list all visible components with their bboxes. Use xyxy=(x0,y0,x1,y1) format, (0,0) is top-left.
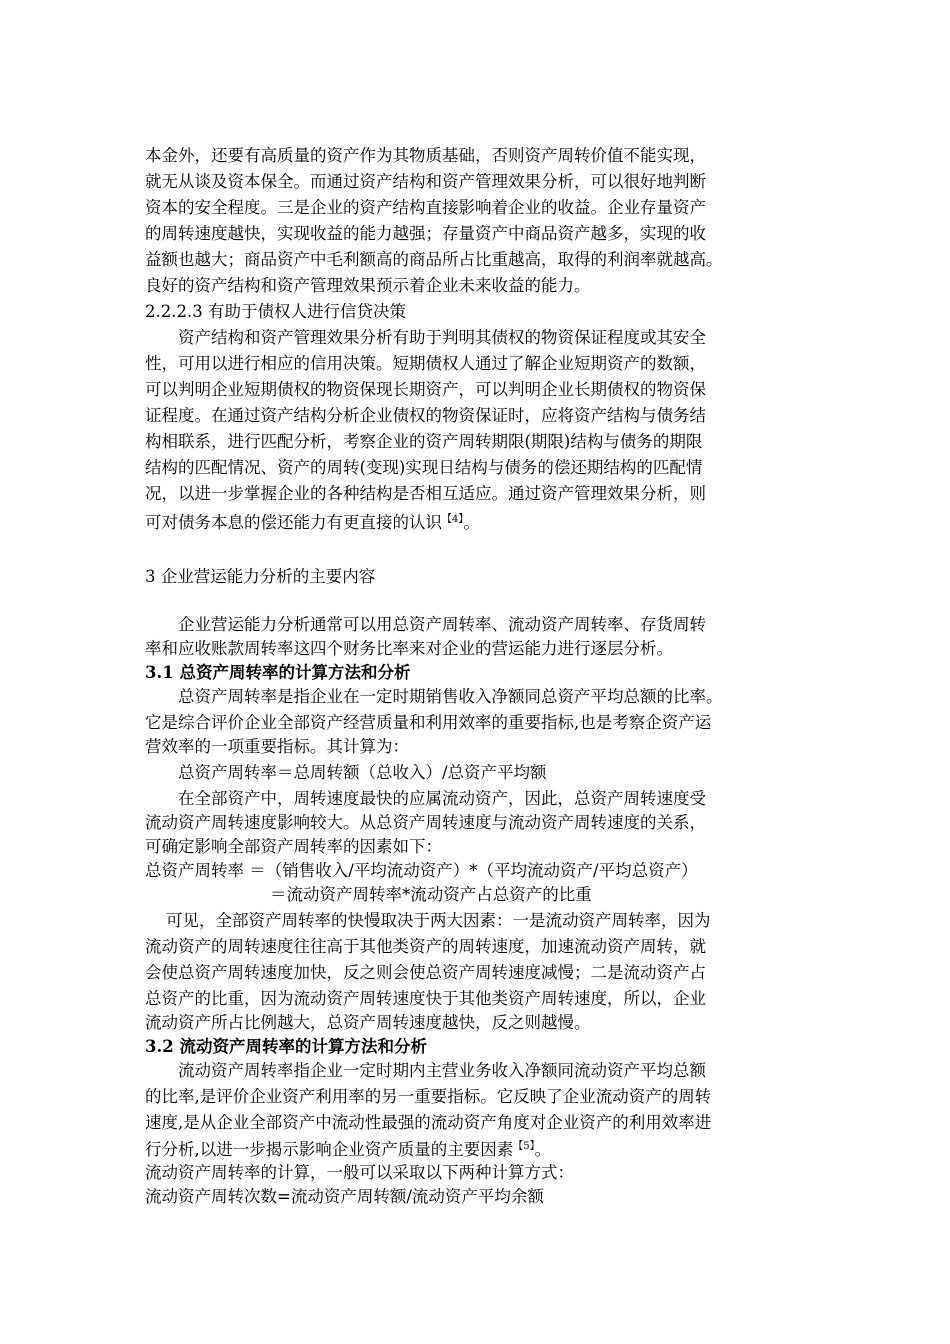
text-line: 的比率,是评价企业资产利用率的另一重要指标。它反映了企业流动资产的周转 xyxy=(145,1087,712,1106)
text-line: 速度,是从企业全部资产中流动性最强的流动资产角度对企业资产的利用效率进 xyxy=(145,1113,712,1132)
text-line: 企业营运能力分析通常可以用总资产周转率、流动资产周转率、存货周转 xyxy=(178,615,706,634)
text-line: 证程度。在通过资产结构分析企业债权的物资保证时，应将资产结构与债务结 xyxy=(145,406,706,425)
section-heading: 3 企业营运能力分析的主要内容 xyxy=(145,567,376,586)
text-line: 构相联系，进行匹配分析，考察企业的资产周转期限(期限)结构与债务的期限 xyxy=(145,432,703,451)
text-span: 行分析,以进一步揭示影响企业资产质量的主要因素 xyxy=(145,1140,514,1159)
text-line: 可确定影响全部资产周转率的因素如下： xyxy=(145,837,442,856)
text-line: 总资产周转率是指企业在一定时期销售收入净额同总资产平均总额的比率。 xyxy=(178,687,723,706)
text-line: 流动资产周转率指企业一定时期内主营业务收入净额同流动资产平均总额 xyxy=(178,1061,706,1080)
text-line: 性，可用以进行相应的信用决策。短期债权人通过了解企业短期资产的数额， xyxy=(145,354,706,373)
text-line: 就无从谈及资本保全。而通过资产结构和资产管理效果分析，可以很好地判断 xyxy=(145,172,706,191)
text-line: 本金外，还要有高质量的资产作为其物质基础，否则资产周转价值不能实现， xyxy=(145,146,706,165)
citation-5: 【5】 xyxy=(513,1141,535,1152)
text-line xyxy=(145,1134,551,1160)
citation-4: 【4】 xyxy=(442,514,464,525)
subsection-heading: 3.2 流动资产周转率的计算方法和分析 xyxy=(145,1037,427,1056)
formula-line: 总资产周转率 ＝（销售收入/平均流动资产）*（平均流动资产/平均总资产） xyxy=(145,861,698,880)
text-line xyxy=(145,507,480,533)
text-line: 流动资产的周转速度往往高于其他类资产的周转速度，加速流动资产周转，就 xyxy=(145,937,706,956)
formula-line: ＝流动资产周转率*流动资产占总资产的比重 xyxy=(270,885,592,904)
text-line: 率和应收账款周转率这四个财务比率来对企业的营运能力进行逐层分析。 xyxy=(145,639,673,658)
text-line: 可见，全部资产周转率的快慢取决于两大因素：一是流动资产周转率，因为 xyxy=(166,911,711,930)
text-line: 它是综合评价企业全部资产经营质量和利用效率的重要指标,也是考察企资产运 xyxy=(145,713,712,732)
text-line: 流动资产周转速度影响较大。从总资产周转速度与流动资产周转速度的关系， xyxy=(145,813,706,832)
text-line: 况，以进一步掌握企业的各种结构是否相互适应。通过资产管理效果分析，则 xyxy=(145,484,706,503)
formula-line: 流动资产周转次数=流动资产周转额/流动资产平均余额 xyxy=(145,1187,544,1206)
formula-line: 总资产周转率＝总周转额（总收入）/总资产平均额 xyxy=(178,763,547,782)
subsection-heading: 3.1 总资产周转率的计算方法和分析 xyxy=(145,663,411,682)
text-line: 良好的资产结构和资产管理效果预示着企业未来收益的能力。 xyxy=(145,276,591,295)
text-line: 在全部资产中，周转速度最快的应属流动资产，因此，总资产周转速度受 xyxy=(178,789,706,808)
text-line: 的周转速度越快，实现收益的能力越强；存量资产中商品资产越多，实现的收 xyxy=(145,224,706,243)
text-line: 资产结构和资产管理效果分析有助于判明其债权的物资保证程度或其安全 xyxy=(178,328,706,347)
text-line: 资本的安全程度。三是企业的资产结构直接影响着企业的收益。企业存量资产 xyxy=(145,198,706,217)
text-line: 结构的匹配情况、资产的周转(变现)实现日结构与债务的偿还期结构的匹配情 xyxy=(145,458,703,477)
text-line: 益额也越大；商品资产中毛利额高的商品所占比重越高，取得的利润率就越高。 xyxy=(145,250,723,269)
text-line: 会使总资产周转速度加快，反之则会使总资产周转速度减慢；二是流动资产占 xyxy=(145,963,706,982)
end-punct: 。 xyxy=(534,1140,552,1159)
text-line: 营效率的一项重要指标。其计算为： xyxy=(145,737,409,756)
text-line: 流动资产周转率的计算，一般可以采取以下两种计算方式： xyxy=(145,1163,574,1182)
text-span: 可对债务本息的偿还能力有更直接的认识 xyxy=(145,513,442,532)
text-line: 总资产的比重，因为流动资产周转速度快于其他类资产周转速度，所以，企业 xyxy=(145,989,706,1008)
subsection-heading: 2.2.2.3 有助于债权人进行信贷决策 xyxy=(145,302,406,321)
text-line: 流动资产所占比例越大，总资产周转速度越快，反之则越慢。 xyxy=(145,1013,591,1032)
end-punct: 。 xyxy=(463,513,480,532)
text-line: 可以判明企业短期债权的物资保现长期资产，可以判明企业长期债权的物资保 xyxy=(145,380,706,399)
